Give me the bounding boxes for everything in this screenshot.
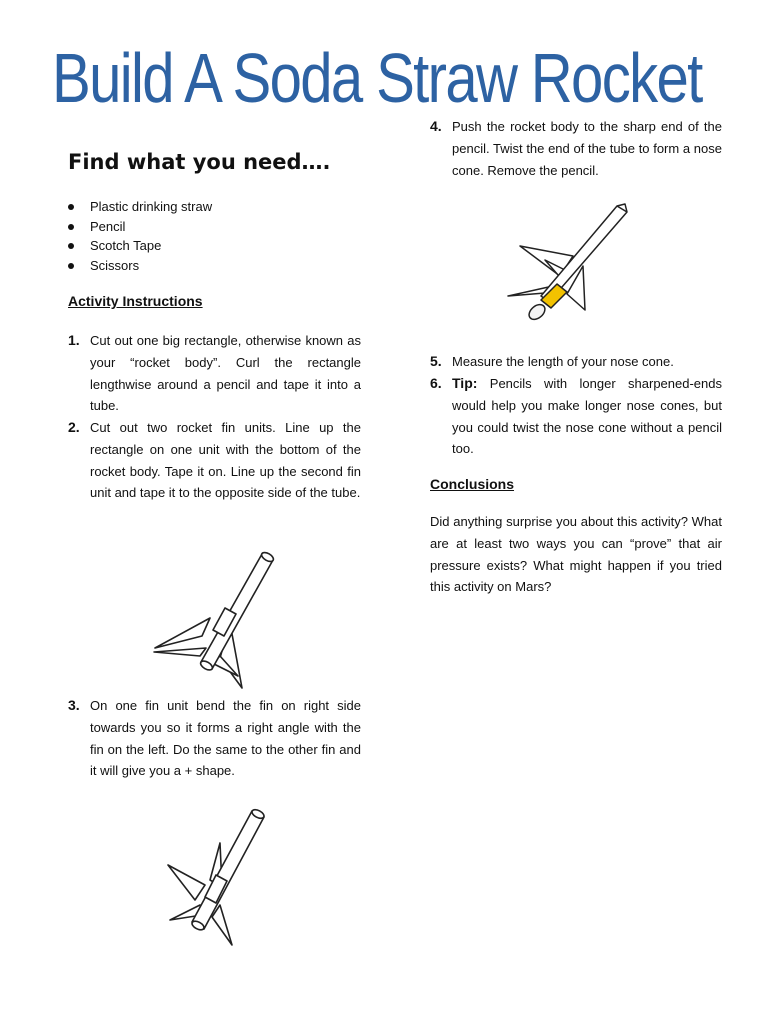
step-number: 5. [430, 353, 442, 369]
rocket-plus-fins-illustration [160, 805, 275, 950]
step-number: 4. [430, 118, 442, 134]
step-text: Cut out two rocket fin units. Line up the rectangle on one unit with the bottom of the rocket body. Tape it on. Line up the second fin unit and tape it to the opposite side of the tube. [90, 420, 361, 501]
step-text: Cut out one big rectangle, otherwise known as your “rocket body”. Curl the rectangle lengthwise around a pencil and tape it into a tube. [90, 333, 361, 414]
rocket-fin-attached-illustration [150, 548, 280, 693]
conclusions-text: Did anything surprise you about this activity? What are at least two ways you can “prove” that air pressure exists? What might happen if you tried this activity on Mars? [430, 514, 722, 595]
step-text: Pencils with longer sharpened-ends would help you make longer nose cones, but you could twist the nose cone without a pencil too. [452, 376, 722, 457]
step-text: On one fin unit bend the fin on right side towards you so it forms a right angle with the fin on the left. Do the same to the other fin and it will give you a + shape. [90, 698, 361, 779]
supply-item: Scotch Tape [68, 236, 212, 256]
step-4 [430, 116, 722, 181]
step-1 [68, 330, 361, 417]
step-number: 6. [430, 375, 442, 391]
supply-item: Scissors [68, 256, 212, 276]
supplies-heading: Find what you need…. [68, 150, 331, 174]
supply-item: Pencil [68, 217, 212, 237]
step-number: 2. [68, 419, 80, 435]
supplies-list [68, 197, 212, 275]
step-6 [430, 373, 722, 460]
step-5 [430, 351, 722, 373]
step-text: Push the rocket body to the sharp end of the pencil. Twist the end of the tube to form a nose cone. Remove the pencil. [452, 119, 722, 178]
conclusions-heading: Conclusions [430, 476, 515, 492]
step-2 [68, 417, 361, 504]
step-3 [68, 695, 361, 782]
tip-label: Tip: [452, 375, 478, 391]
step-text: Measure the length of your nose cone. [452, 354, 674, 369]
page-title: Build A Soda Straw Rocket [52, 39, 702, 117]
supply-item: Plastic drinking straw [68, 197, 212, 217]
step-number: 1. [68, 332, 80, 348]
step-number: 3. [68, 697, 80, 713]
rocket-on-pencil-illustration [505, 198, 635, 328]
activity-instructions-heading: Activity Instructions [68, 293, 203, 309]
